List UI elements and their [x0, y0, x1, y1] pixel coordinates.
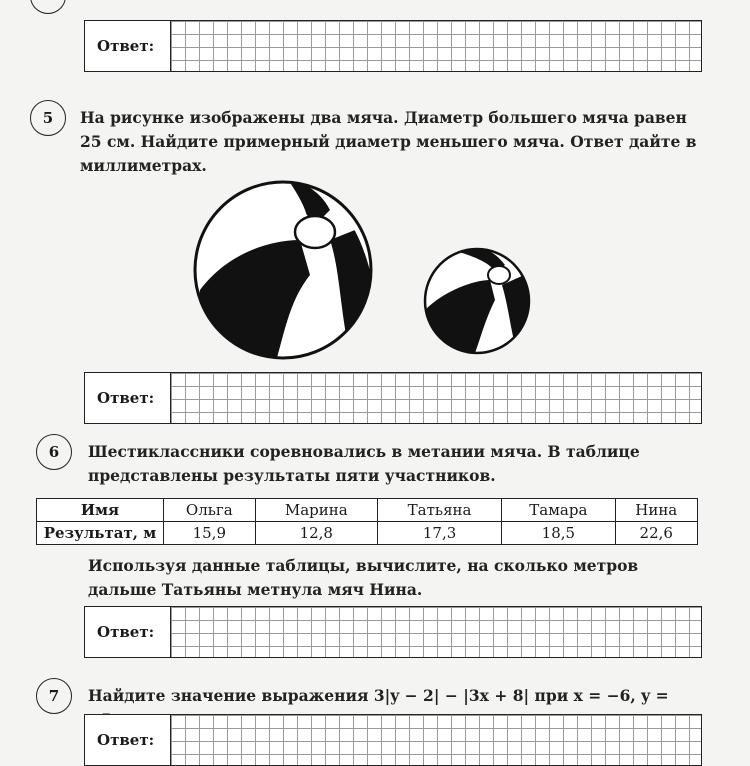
table-cell-result: 17,3 [377, 522, 501, 545]
task-number-previous [30, 0, 66, 14]
table-header-name: Имя [37, 499, 164, 522]
table-cell-name: Татьяна [377, 499, 501, 522]
answer-label: Ответ: [85, 373, 171, 423]
results-table [36, 498, 698, 545]
task-number-7: 7 [36, 678, 72, 714]
large-ball [190, 180, 380, 365]
table-row-results [37, 522, 698, 545]
task5-text: На рисунке изображены два мяча. Диаметр большего мяча равен 25 см. Найдите примерный диаметр меньшего мяча. Ответ дайте в миллиметрах. [80, 108, 697, 175]
table-cell-result: 12,8 [255, 522, 377, 545]
answer-box-task4 [84, 20, 702, 72]
task-number-6: 6 [36, 434, 72, 470]
table-cell-name: Тамара [502, 499, 615, 522]
balls-figure [190, 180, 550, 365]
answer-label: Ответ: [85, 715, 171, 765]
answer-box-task5 [84, 372, 702, 424]
answer-grid-task6[interactable] [171, 607, 701, 657]
table-row-names [37, 499, 698, 522]
answer-label: Ответ: [85, 21, 171, 71]
table-cell-result: 18,5 [502, 522, 615, 545]
table-cell-result: 15,9 [164, 522, 256, 545]
answer-box-task7 [84, 714, 702, 766]
answer-box-task6 [84, 606, 702, 658]
answer-grid-task4[interactable] [171, 21, 701, 71]
table-cell-name: Марина [255, 499, 377, 522]
answer-grid-task5[interactable] [171, 373, 701, 423]
task-number-5: 5 [30, 100, 66, 136]
task6-text: Шестиклассники соревновались в метании мяча. В таблице представлены результаты пяти участников. [88, 442, 640, 485]
answer-grid-task7[interactable] [171, 715, 701, 765]
table-header-result: Результат, м [37, 522, 164, 545]
task7-text: Найдите значение выражения 3|y − 2| − |3x + 8| при x = −6, y = [88, 686, 669, 705]
table-cell-name: Ольга [164, 499, 256, 522]
table-cell-name: Нина [615, 499, 698, 522]
answer-label: Ответ: [85, 607, 171, 657]
table-cell-result: 22,6 [615, 522, 698, 545]
task6-question: Используя данные таблицы, вычислите, на сколько метров дальше Татьяны метнула мяч Нина. [88, 556, 639, 599]
